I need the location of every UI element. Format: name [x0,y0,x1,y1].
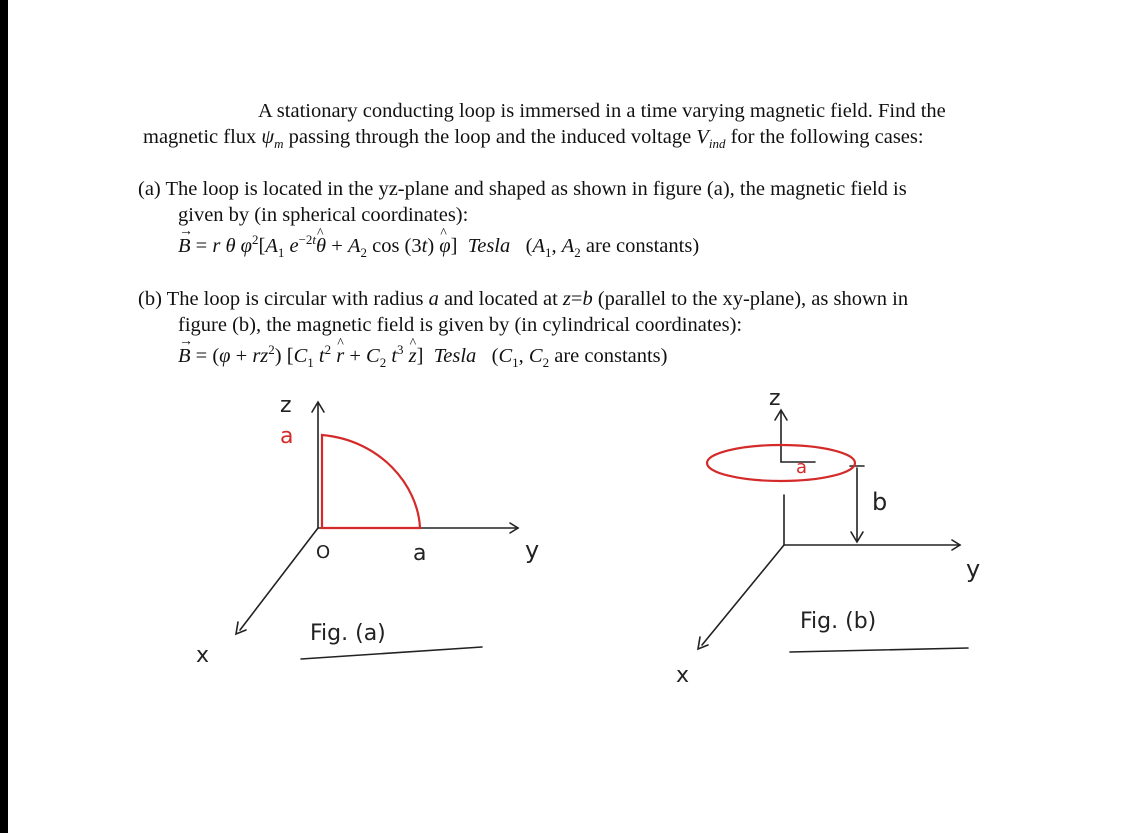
fig-a-x-axis [240,528,318,630]
fig-a-radius-bottom-label: a [413,541,427,566]
case-a-equation: → B = r θ $\varphi^2[A_1$ $e^{-2t}\^{}$ $\theta + A_2$ cos (3t) ^ φ] Tesla ($A_1$, $A_2$ are constants) [178,233,699,259]
fig-b-caption: Fig. (b) [800,609,877,634]
case-a-line-2: given by (in spherical coordinates): [178,204,469,226]
case-a-line-1: (a) The loop is located in the yz-plane and shaped as shown in figure (a), the magnetic field is [138,178,907,200]
fig-b-height-label: b [872,488,888,516]
case-b-equation: → $B = (\varphi + rz^2)$ [$C_1$ $t^2$ ^ $r + C_2$ $t^3$ ^ z] Tesla ($C_1$, $C_2$ are constants) [178,343,668,369]
fig-a-y-label: y [525,536,540,564]
fig-b-x-label: x [676,663,690,688]
intro-line-1: A stationary conducting loop is immersed in a time varying magnetic field. Find the [258,100,946,122]
fig-a-radius-top-label: a [280,424,294,449]
fig-b-y-label: y [966,555,981,583]
fig-b-caption-underline [790,648,968,652]
fig-a-caption: Fig. (a) [310,621,386,646]
fig-a-origin-label: O [316,542,331,563]
case-b-line-2: figure (b), the magnetic field is given by (in cylindrical coordinates): [178,314,743,336]
fig-a-loop [322,435,420,528]
fig-a-caption-underline [301,647,482,659]
fig-a-x-label: x [196,643,210,668]
fig-b-z-label: z [769,386,781,411]
fig-b-radius-label: a [796,457,808,478]
fig-a-z-label: z [280,393,292,418]
intro-line-2: magnetic flux $\psi_m$ passing through the loop and the induced voltage $V_{ind}$ for the following cases: [143,126,924,152]
fig-b-x-axis [702,545,784,645]
case-b-line-1: (b) The loop is circular with radius a and located at z=b (parallel to the xy-plane), as shown in [138,288,909,310]
